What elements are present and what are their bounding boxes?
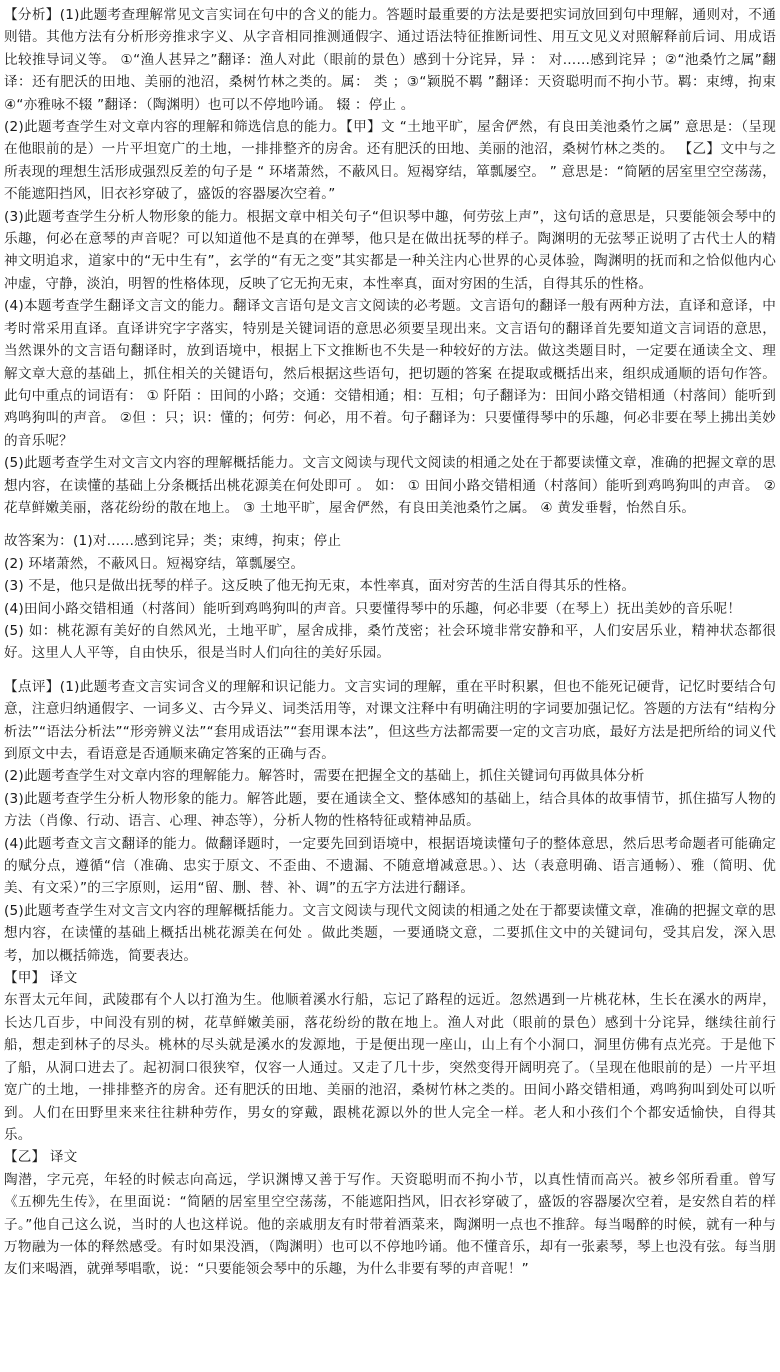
translation-yi-heading: 【乙】 译文 bbox=[4, 1149, 78, 1166]
analysis-item-3: (3)此题考查学生分析人物形象的能力。根据文章中相关句子“但识琴中趣，何劳弦上声”，这句话的意思是，只要能领会琴中的乐趣，何必在意琴的声音呢？可以知道他不是真的在弹琴，他只是在做出抚琴的样子。陶渊明的无弦琴正说明了古代士人的精神文明追求，道家中的“无中生有”，玄学的“有无之变”其实都是一种关注内心世界的心灵体验，陶渊明的抚而和之恰似他内心冲虚，守静，淡泊，明智的性格体现，反映了它无拘无束，本性率真，面对穷困的生活，自得其乐的性格。 bbox=[4, 208, 776, 292]
translation-jia-heading: 【甲】 译文 bbox=[4, 970, 78, 987]
translation-yi-body: 陶潜，字元亮，年轻的时候志向高远，学识渊博又善于写作。天资聪明而不拘小节，以真性情而高兴。被乡邻所看重。曾写《五柳先生传》，在里面说：“简陋的居室里空空荡荡，不能遮阳挡风，旧衣衫穿破了，盛饭的容器屡次空着，是安然自若的样子。”他自己这么说，当时的人也这样说。他的亲戚朋友有时带着酒菜来，陶渊明一点也不推辞。每当喝醉的时候，就有一种与万物融为一体的释然感受。有时如果没酒，（陶渊明）也可以不停地吟诵。他不懂音乐，却有一张素琴，琴上也没有弦。每当朋友们来喝酒，就弹琴唱歌，说：“只要能领会琴中的乐趣，为什么非要有琴的声音呢！” bbox=[4, 1171, 776, 1278]
analysis-section bbox=[4, 4, 776, 519]
translation-jia-body: 东晋太元年间，武陵郡有个人以打渔为生。他顺着溪水行船，忘记了路程的远近。忽然遇到一片桃花林，生长在溪水的两岸，长达几百步，中间没有别的树，花草鲜嫩美丽，落花纷纷的散在地上。渔人对此（眼前的景色）感到十分诧异，继续往前行船，想走到林子的尽头。桃林的尽头就是溪水的发源地，于是便出现一座山，山上有个小洞口，洞里仿佛有点光亮。于是他下了船，从洞口进去了。起初洞口很狭窄，仅容一人通过。又走了几十步，突然变得开阔明亮了。（呈现在他眼前的是）一片平坦宽广的土地，一排排整齐的房舍。还有肥沃的田地、美丽的池沼，桑树竹林之类的。田间小路交错相通，鸡鸣狗叫到处可以听到。人们在田野里来来往往耕种劳作，男女的穿戴，跟桃花源以外的世人完全一样。老人和小孩们个个都安适愉快，自得其乐。 bbox=[4, 992, 776, 1143]
review-item-5: (5)此题考查学生对文言文内容的理解概括能力。文言文阅读与现代文阅读的相通之处在于都要读懂文章，准确的把握文章的思想内容，在读懂的基础上概括出桃花源美在何处 。做此类题，一要通晓文意，二要抓住文中的关键词句，受其启发，深入思考，加以概括筛选，简要表达。 bbox=[4, 902, 776, 964]
review-item-2: (2)此题考查学生对文章内容的理解能力。解答时，需要在把握全文的基础上，抓住关键词句再做具体分析 bbox=[4, 768, 645, 785]
review-item-3: (3)此题考查学生分析人物形象的能力。解答此题，要在通读全文、整体感知的基础上，结合具体的故事情节，抓住描写人物的方法（肖像、行动、语言、心理、神态等），分析人物的性格特征或精神品质。 bbox=[4, 790, 776, 830]
answer-item-1: 故答案为：(1)对……感到诧异；类；束缚，拘束；停止 bbox=[4, 533, 342, 550]
review-item-1: 【点评】(1)此题考查文言实词含义的理解和识记能力。文言实词的理解，重在平时积累，但也不能死记硬背，记忆时要结合句意，注意归纳通假字、一词多义、古今异义、词类活用等，对课文注释中有明确注明的字词要加强记忆。答题的方法有“结构分析法”“语法分析法”“形旁辨义法”“套用成语法”“套用课本法”，但这些方法都需要一定的文言功底，最好方法是把所给的词义代到原文中去，看语意是否通顺来确定答案的正确与否。 bbox=[4, 678, 776, 762]
analysis-item-1: 【分析】(1)此题考查理解常见文言实词在句中的含义的能力。答题时最重要的方法是要把实词放回到句中理解，通则对，不通则错。其他方法有分析形旁推求字义、从字音相同推测通假字、通过语法特征推断词性、用互文见义对照解释前后词、用成语比较推导词义等。 ①“渔人甚异之”翻译：渔人对此（眼前的景色）感到十分诧异，异 ： 对……感到诧异 ；②“池桑竹之属”翻译：还有肥沃的田地、美丽的池沼，桑树竹林之类的。属： 类 ；③“颖脱不羁 ”翻译：天资聪明而不拘小节。羁：束缚，拘束 ④“亦雅咏不辍 ”翻译：（陶渊明）也可以不停地吟诵。 辍 ：停止 。 bbox=[4, 7, 776, 113]
analysis-item-5: (5)此题考查学生对文言文内容的理解概括能力。文言文阅读与现代文阅读的相通之处在于都要读懂文章，准确的把握文章的思想内容，在读懂的基础上分条概括出桃花源美在何处即可 。 如： ① 田间小路交错相通（村落间）能听到鸡鸣狗叫的声音。 ②花草鲜嫩美丽，落花纷纷的散在地上。 ③ 土地平旷，屋舍俨然，有良田美池桑竹之属。 ④ 黄发垂髫，怡然自乐。 bbox=[4, 455, 776, 516]
analysis-item-4: (4)本题考查学生翻译文言文的能力。翻译文言语句是文言文阅读的必考题。文言语句的翻译一般有两种方法，直译和意译，中考时常采用直译。直译讲究字字落实，特别是关键词语的意思必须要呈现出来。文言语句的翻译首先要知道文言词语的意思，当然课外的文言语句翻译时，放到语境中，根据上下文推断也不失是一种较好的方法。做这类题目时，一定要在通读全文、理解文章大意的基础上，抓住相关的关键语句，然后根据这些语句，把切题的答案 在提取或概括出来，组织成通顺的语句作答。此句中重点的词语有： ① 阡陌 ：田间的小路；交通：交错相通；相：互相；句子翻译为：田间小路交错相通（村落间）能听到鸡鸣狗叫的声音。 ②但 ：只；识：懂的；何劳：何必，用不着。句子翻译为：只要懂得琴中的乐趣，何必非要在琴上拂出美妙的音乐呢？ bbox=[4, 298, 776, 449]
answer-item-2: (2) 环堵萧然，不蔽风日。短褐穿结，箪瓢屡空。 bbox=[4, 555, 305, 572]
spacer bbox=[4, 519, 776, 530]
answer-item-5: (5) 如：桃花源有美好的自然风光，土地平旷，屋舍成排，桑竹茂密；社会环境非常安静和平，人们安居乐业，精神状态都很好。这里人人平等，自由快乐，很是当时人们向往的美好乐园。 bbox=[4, 622, 776, 662]
spacer bbox=[4, 665, 776, 676]
review-section bbox=[4, 676, 776, 967]
review-item-4: (4)此题考查文言文翻译的能力。做翻译题时，一定要先回到语境中，根据语境读懂句子的整体意思，然后思考命题者可能确定的赋分点，遵循“信（准确、忠实于原文、不歪曲、不遗漏、不随意增减意思。）、达（表意明确、语言通畅）、雅（简明、优美、有文采）”的三字原则，运用“留、删、替、补、调”的五字方法进行翻译。 bbox=[4, 835, 776, 897]
analysis-item-2: (2)此题考查学生对文章内容的理解和筛选信息的能力。【甲】文 “土地平旷，屋舍俨然，有良田美池桑竹之属” 意思是：（呈现在他眼前的是）一片平坦宽广的土地，一排排整齐的房舍。还有肥沃的田地、美丽的池沼，桑树竹林之类的。 【乙】文中与之所表现的理想生活形成强烈反差的句子是 “ 环堵萧然，不蔽风日。短褐穿结，箪瓢屡空。 ” 意思是：“简陋的居室里空空荡荡，不能遮阳挡风，旧衣衫穿破了，盛饭的容器屡次空着。” bbox=[4, 119, 776, 203]
answer-item-4: (4)田间小路交错相通（村落间）能听到鸡鸣狗叫的声音。只要懂得琴中的乐趣，何必非要（在琴上）抚出美妙的音乐呢！ bbox=[4, 600, 742, 617]
translation-jia-section bbox=[4, 967, 776, 1146]
answer-section bbox=[4, 530, 776, 664]
answer-item-3: (3) 不是，他只是做出抚琴的样子。这反映了他无拘无束，本性率真，面对穷苦的生活自得其乐的性格。 bbox=[4, 578, 636, 595]
translation-yi-section bbox=[4, 1146, 776, 1280]
